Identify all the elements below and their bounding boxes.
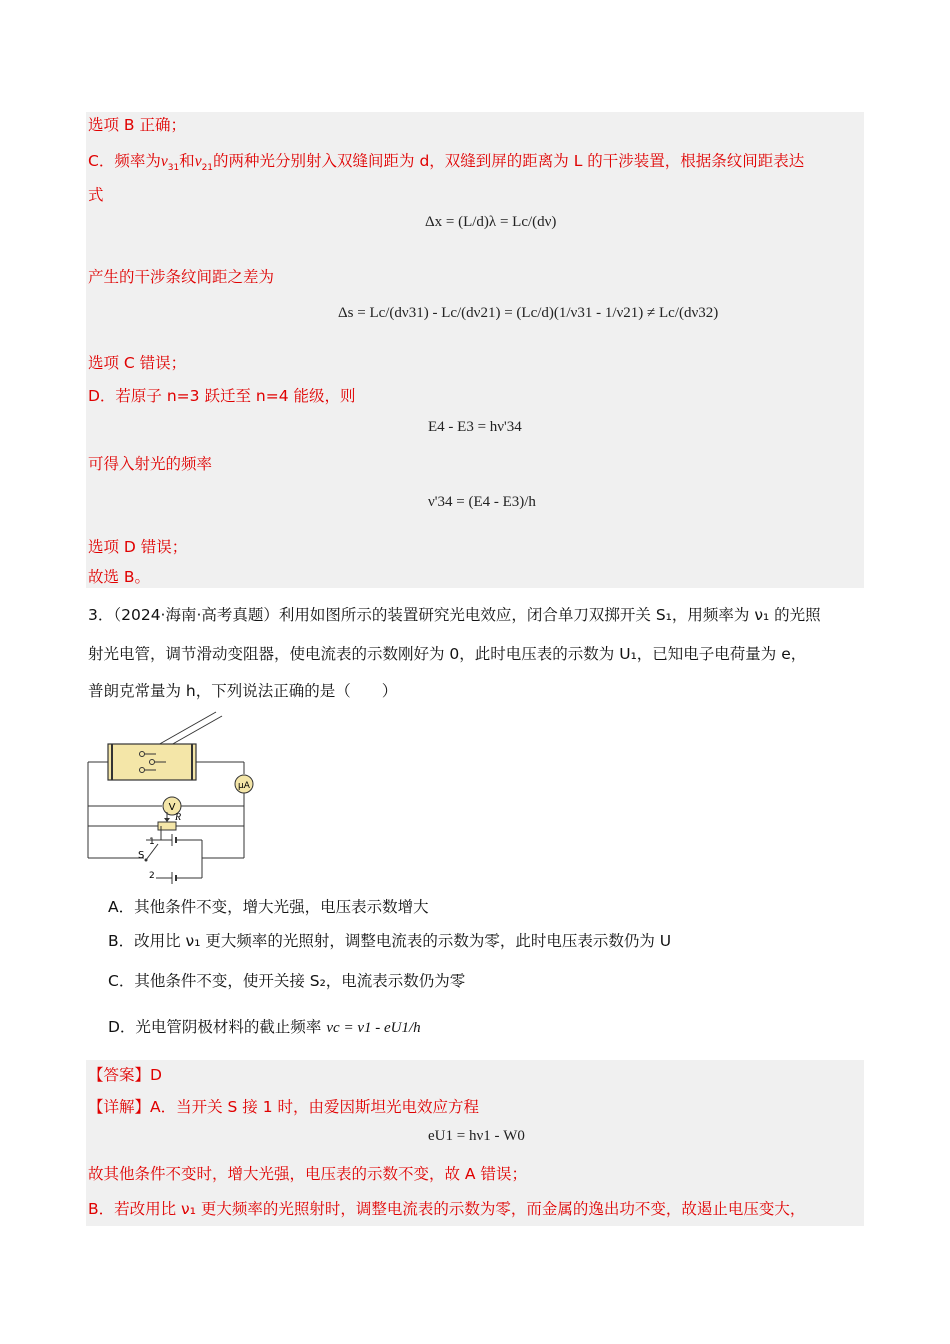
question-line: 3．（2024·海南·高考真题）利用如图所示的装置研究光电效应，闭合单刀双掷开关 S₁，用频率为 ν₁ 的光照 (88, 606, 821, 624)
formula-4: ν'34 = (E4 - E3)/h (428, 494, 536, 510)
option-d-formula: νc = ν1 - eU1/h (326, 1020, 421, 1036)
text-line: 选项 C 错误； (88, 354, 187, 372)
option-c: C．其他条件不变，使开关接 S₂，电流表示数仍为零 (108, 972, 466, 990)
text-span: 的两种光分别射入双缝间距为 d，双缝到屏的距离为 L 的干涉装置，根据条纹间距表达 (213, 152, 805, 170)
text-line: 选项 B 正确； (88, 116, 186, 134)
option-a: A．其他条件不变，增大光强，电压表示数增大 (108, 898, 429, 916)
ammeter-label: μA (238, 781, 250, 791)
formula-1: Δx = (L/d)λ = Lc/(dν) (425, 214, 557, 230)
text-line: 选项 D 错误； (88, 538, 188, 556)
option-d-text: D．光电管阴极材料的截止频率 (108, 1018, 322, 1036)
option-b: B．改用比 ν₁ 更大频率的光照射，调整电流表的示数为零，此时电压表示数仍为 U (108, 932, 672, 950)
text-line: 产生的干涉条纹间距之差为 (88, 268, 275, 286)
switch-pos1-label: 1 (149, 837, 155, 847)
text-span: C．频率为 (88, 152, 161, 170)
text-line: 故其他条件不变时，增大光强，电压表的示数不变，故 A 错误； (88, 1165, 527, 1183)
phototube (108, 744, 196, 780)
resistor-label: R (175, 812, 182, 823)
subscript: 21 (201, 163, 214, 174)
question-line: 普朗克常量为 h，下列说法正确的是（ ） (88, 682, 398, 700)
switch-label: S (138, 850, 145, 861)
text-line: 式 (88, 186, 104, 204)
detail-line: 【详解】A．当开关 S 接 1 时，由爱因斯坦光电效应方程 (88, 1098, 480, 1116)
option-d (108, 1016, 421, 1039)
subscript: 31 (167, 163, 180, 174)
nu-symbol: ν (160, 153, 168, 170)
solution-block-top (86, 112, 864, 588)
switch-pos2-label: 2 (149, 871, 155, 881)
text-span: 和 (179, 152, 195, 170)
text-line: 故选 B。 (88, 568, 151, 586)
voltmeter-label: V (168, 802, 176, 813)
nu-symbol: ν (194, 153, 202, 170)
circuit-diagram (86, 706, 262, 886)
text-line: D．若原子 n=3 跃迁至 n=4 能级，则 (88, 387, 356, 405)
question-line: 射光电管，调节滑动变阻器，使电流表的示数刚好为 0，此时电压表的示数为 U₁，已知电子电荷量为 e， (88, 645, 807, 663)
text-line: 可得入射光的频率 (88, 455, 213, 473)
formula-2: Δs = Lc/(dν31) - Lc/(dν21) = (Lc/d)(1/ν31 - 1/ν21) ≠ Lc/(dν32) (338, 305, 719, 321)
answer-line: 【答案】D (88, 1066, 162, 1084)
formula-5: eU1 = hν1 - W0 (428, 1128, 525, 1144)
text-line: B．若改用比 ν₁ 更大频率的光照射时，调整电流表的示数为零，而金属的逸出功不变，故遏止电压变大， (88, 1200, 806, 1218)
formula-3: E4 - E3 = hν'34 (428, 419, 522, 435)
text-line (88, 150, 804, 179)
